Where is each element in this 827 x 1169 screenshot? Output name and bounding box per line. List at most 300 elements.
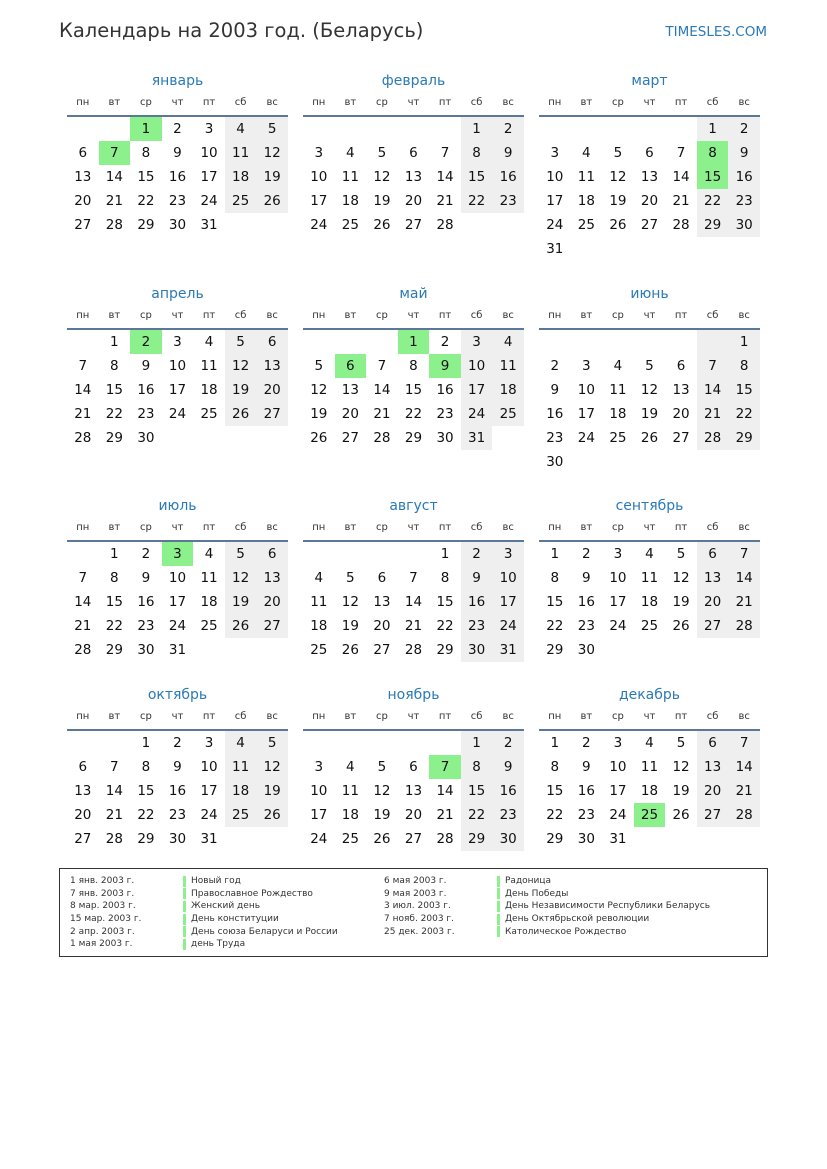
day-cell: 3 [204, 121, 214, 137]
day-cell: 14 [74, 594, 92, 610]
day-cell: 10 [168, 358, 187, 374]
day-cell: 3 [613, 735, 623, 751]
empty-day-cell [335, 117, 367, 141]
month-block [303, 687, 524, 851]
holiday-day-cell: 3 [162, 542, 194, 566]
day-cell: 19 [672, 594, 690, 610]
day-cell: 27 [74, 217, 92, 233]
weekday-label: ср [375, 522, 388, 533]
legend-row [70, 913, 338, 926]
month-block [539, 286, 760, 474]
legend-row [70, 925, 338, 938]
weekday-label: вт [108, 310, 121, 321]
day-cell: 14 [105, 169, 123, 185]
day-cell: 16 [577, 783, 595, 799]
holiday-day-cell: 6 [335, 354, 367, 378]
day-cell: 25 [200, 406, 218, 422]
day-cell: 22 [728, 402, 760, 426]
weekday-header [67, 520, 288, 542]
month-name: октябрь [147, 687, 208, 703]
day-cell: 11 [225, 755, 257, 779]
day-cell: 5 [225, 542, 257, 566]
holiday-day-cell: 7 [429, 755, 461, 779]
day-cell: 7 [697, 354, 729, 378]
day-cell: 20 [697, 590, 729, 614]
day-cell: 28 [74, 430, 92, 446]
weekday-label: вс [502, 522, 514, 533]
weekday-label: сб [470, 310, 483, 321]
day-cell: 14 [697, 378, 729, 402]
day-cell: 18 [341, 807, 359, 823]
weekday-label: чт [171, 310, 184, 321]
day-cell: 10 [310, 169, 328, 185]
day-cell: 15 [461, 779, 493, 803]
day-cell: 19 [640, 406, 659, 422]
day-cell: 12 [672, 759, 690, 775]
weekday-label: пн [76, 522, 90, 533]
legend-holiday-name: Новый год [191, 876, 241, 887]
legend-date: 7 янв. 2003 г. [70, 888, 135, 899]
weekday-label: ср [139, 522, 152, 533]
day-cell: 19 [225, 590, 257, 614]
legend-holiday-name: День союза Беларуси и России [191, 926, 338, 937]
day-cell: 30 [577, 642, 595, 658]
day-cell: 15 [461, 165, 493, 189]
day-cell: 4 [314, 570, 324, 586]
day-cell: 21 [436, 193, 454, 209]
day-cell: 9 [141, 358, 151, 374]
legend-date: 7 нояб. 2003 г. [384, 914, 455, 925]
weekday-label: чт [407, 310, 420, 321]
weekday-label: чт [643, 97, 656, 108]
day-cell: 6 [645, 145, 654, 161]
day-cell: 20 [672, 406, 690, 422]
weekday-label: ср [611, 310, 624, 321]
day-cell: 3 [204, 735, 214, 751]
day-cell: 26 [672, 807, 690, 823]
holiday-marker-icon [497, 876, 500, 887]
day-grid [303, 117, 524, 237]
day-cell: 29 [137, 831, 155, 847]
empty-day-cell [398, 117, 430, 141]
day-cell: 21 [436, 807, 454, 823]
weekday-label: пн [312, 711, 326, 722]
day-grid [539, 330, 760, 474]
legend-holiday-name: Православное Рождество [191, 888, 313, 899]
legend-holiday-name: день Труда [191, 939, 246, 950]
legend-holiday-name: День Победы [505, 888, 569, 899]
day-cell: 23 [728, 189, 760, 213]
day-cell: 19 [256, 779, 288, 803]
day-cell: 8 [110, 570, 119, 586]
day-cell: 11 [200, 570, 218, 586]
day-cell: 30 [728, 213, 760, 237]
day-cell: 19 [256, 165, 288, 189]
day-cell: 31 [168, 642, 187, 658]
day-cell: 16 [577, 594, 595, 610]
weekday-label: пн [548, 310, 562, 321]
empty-day-cell [398, 542, 430, 566]
day-cell: 7 [377, 358, 387, 374]
day-cell: 4 [645, 546, 654, 562]
day-cell: 17 [546, 193, 564, 209]
weekday-label: пт [202, 97, 216, 108]
day-cell: 24 [461, 402, 493, 426]
day-cell: 18 [492, 378, 524, 402]
day-cell: 28 [672, 217, 690, 233]
legend-date: 1 мая 2003 г. [70, 939, 133, 950]
legend-holiday-name: Женский день [191, 901, 261, 912]
day-cell: 4 [492, 330, 524, 354]
weekday-label: чт [643, 310, 656, 321]
holiday-marker-icon [497, 914, 500, 925]
day-cell: 5 [225, 330, 257, 354]
day-cell: 24 [577, 430, 595, 446]
holiday-day-cell: 1 [130, 117, 162, 141]
day-cell: 19 [373, 807, 391, 823]
day-cell: 18 [200, 594, 218, 610]
day-cell: 2 [728, 117, 760, 141]
day-cell: 22 [105, 618, 123, 634]
day-cell: 16 [168, 783, 187, 799]
empty-day-cell [429, 731, 461, 755]
day-cell: 1 [550, 546, 560, 562]
holiday-marker-icon [183, 926, 186, 937]
day-cell: 14 [404, 594, 423, 610]
day-cell: 23 [492, 189, 524, 213]
day-cell: 13 [373, 594, 391, 610]
empty-day-cell [99, 731, 131, 755]
holiday-day-cell: 1 [398, 330, 430, 354]
weekday-label: ср [611, 97, 624, 108]
weekday-label: вт [108, 711, 121, 722]
weekday-label: сб [234, 310, 247, 321]
day-grid [67, 330, 288, 450]
day-cell: 12 [672, 570, 690, 586]
day-cell: 29 [404, 430, 423, 446]
day-cell: 5 [676, 735, 686, 751]
day-grid [67, 731, 288, 851]
day-cell: 13 [672, 382, 690, 398]
day-cell: 29 [105, 430, 123, 446]
month-name: июнь [630, 286, 669, 302]
empty-day-cell [539, 117, 571, 141]
weekday-label: ср [139, 310, 152, 321]
day-cell: 8 [461, 141, 493, 165]
day-cell: 17 [168, 594, 187, 610]
day-cell: 10 [310, 783, 328, 799]
day-cell: 1 [110, 334, 119, 350]
day-cell: 1 [728, 330, 760, 354]
day-cell: 9 [141, 570, 151, 586]
empty-day-cell [67, 117, 99, 141]
empty-day-cell [602, 330, 634, 354]
day-cell: 27 [672, 430, 690, 446]
empty-day-cell [67, 330, 99, 354]
day-grid [67, 542, 288, 662]
day-cell: 16 [728, 165, 760, 189]
empty-day-cell [67, 542, 99, 566]
day-cell: 27 [640, 217, 659, 233]
day-cell: 2 [492, 731, 524, 755]
day-cell: 27 [697, 803, 729, 827]
month-name: август [389, 498, 438, 514]
legend-row [384, 888, 710, 901]
day-cell: 12 [310, 382, 328, 398]
legend-row [384, 925, 710, 938]
day-cell: 10 [461, 354, 493, 378]
weekday-header [303, 95, 524, 117]
day-cell: 12 [225, 354, 257, 378]
day-cell: 16 [168, 169, 187, 185]
day-cell: 10 [577, 382, 595, 398]
month-name: май [399, 286, 428, 302]
weekday-label: пн [548, 97, 562, 108]
weekday-label: вс [738, 97, 750, 108]
weekday-label: пн [312, 310, 326, 321]
day-cell: 21 [728, 779, 760, 803]
weekday-label: сб [470, 97, 483, 108]
day-cell: 17 [200, 169, 218, 185]
month-block [539, 73, 760, 261]
day-cell: 9 [550, 382, 560, 398]
day-grid [303, 731, 524, 851]
day-cell: 30 [168, 217, 187, 233]
day-cell: 30 [436, 430, 454, 446]
day-cell: 25 [200, 618, 218, 634]
weekday-label: пт [438, 97, 452, 108]
day-cell: 22 [137, 193, 155, 209]
day-cell: 24 [492, 614, 524, 638]
day-cell: 13 [74, 783, 92, 799]
day-cell: 4 [645, 735, 654, 751]
day-cell: 12 [609, 169, 627, 185]
day-cell: 25 [609, 430, 627, 446]
day-cell: 23 [461, 614, 493, 638]
brand-link[interactable]: TIMESLES.COM [665, 24, 767, 40]
day-cell: 25 [577, 217, 595, 233]
legend-holiday-name: День конституции [191, 914, 279, 925]
day-cell: 18 [640, 594, 659, 610]
day-cell: 31 [200, 217, 218, 233]
legend-holiday-name: День Независимости Республики Беларусь [505, 901, 711, 912]
legend-holiday-name: Радоница [505, 876, 552, 887]
day-cell: 14 [436, 783, 454, 799]
month-block [67, 498, 288, 662]
day-cell: 12 [225, 566, 257, 590]
day-cell: 21 [74, 618, 92, 634]
day-cell: 27 [341, 430, 359, 446]
day-cell: 24 [310, 831, 328, 847]
month-name: сентябрь [615, 498, 684, 514]
day-cell: 30 [168, 831, 187, 847]
day-cell: 13 [404, 169, 423, 185]
day-cell: 30 [492, 827, 524, 851]
weekday-label: сб [706, 711, 719, 722]
day-cell: 6 [409, 145, 418, 161]
day-cell: 7 [728, 542, 760, 566]
day-cell: 4 [225, 731, 257, 755]
day-cell: 27 [256, 402, 288, 426]
day-cell: 29 [728, 426, 760, 450]
day-cell: 12 [373, 783, 391, 799]
legend-row [384, 913, 710, 926]
day-cell: 17 [609, 594, 627, 610]
day-cell: 22 [697, 189, 729, 213]
day-cell: 10 [609, 570, 627, 586]
weekday-label: пн [76, 711, 90, 722]
day-cell: 15 [137, 783, 155, 799]
day-cell: 17 [461, 378, 493, 402]
month-name: январь [151, 73, 204, 89]
holiday-marker-icon [497, 901, 500, 912]
empty-day-cell [366, 117, 398, 141]
day-cell: 12 [640, 382, 659, 398]
holiday-legend [59, 868, 768, 957]
day-cell: 25 [492, 402, 524, 426]
day-cell: 29 [105, 642, 123, 658]
day-grid [539, 117, 760, 261]
day-cell: 16 [436, 382, 454, 398]
day-cell: 19 [373, 193, 391, 209]
weekday-label: ср [611, 522, 624, 533]
legend-date: 25 дек. 2003 г. [384, 926, 455, 937]
day-cell: 11 [640, 570, 659, 586]
day-cell: 3 [492, 542, 524, 566]
day-cell: 9 [582, 570, 591, 586]
legend-row [70, 875, 338, 888]
weekday-label: сб [706, 310, 719, 321]
day-cell: 24 [609, 807, 627, 823]
month-block [303, 286, 524, 450]
day-cell: 11 [341, 169, 359, 185]
day-cell: 31 [200, 831, 218, 847]
day-cell: 18 [577, 193, 595, 209]
day-cell: 15 [546, 594, 564, 610]
day-cell: 27 [697, 614, 729, 638]
day-cell: 24 [310, 217, 328, 233]
day-cell: 23 [168, 193, 187, 209]
weekday-header [67, 308, 288, 330]
day-cell: 22 [461, 189, 493, 213]
day-cell: 6 [676, 358, 686, 374]
day-cell: 9 [461, 566, 493, 590]
holiday-day-cell: 8 [697, 141, 729, 165]
day-cell: 6 [78, 759, 88, 775]
day-cell: 5 [256, 731, 288, 755]
day-cell: 9 [173, 759, 182, 775]
weekday-label: вс [266, 97, 278, 108]
weekday-label: вт [108, 97, 121, 108]
empty-day-cell [335, 731, 367, 755]
day-cell: 31 [609, 831, 627, 847]
day-cell: 26 [225, 402, 257, 426]
day-cell: 8 [141, 759, 151, 775]
day-cell: 17 [310, 193, 328, 209]
day-cell: 14 [672, 169, 690, 185]
day-cell: 17 [577, 406, 595, 422]
day-cell: 5 [645, 358, 654, 374]
weekday-label: пт [438, 310, 452, 321]
day-cell: 15 [546, 783, 564, 799]
day-cell: 2 [440, 334, 450, 350]
day-cell: 27 [404, 831, 423, 847]
empty-day-cell [303, 542, 335, 566]
day-cell: 9 [173, 145, 182, 161]
weekday-label: вт [580, 522, 593, 533]
day-cell: 13 [697, 566, 729, 590]
empty-day-cell [335, 542, 367, 566]
day-cell: 31 [546, 241, 564, 257]
empty-day-cell [366, 731, 398, 755]
day-cell: 7 [110, 759, 119, 775]
day-cell: 11 [640, 759, 659, 775]
day-cell: 7 [440, 145, 450, 161]
day-cell: 25 [225, 803, 257, 827]
legend-date: 9 мая 2003 г. [384, 888, 447, 899]
day-cell: 20 [697, 779, 729, 803]
empty-day-cell [398, 731, 430, 755]
day-cell: 28 [697, 426, 729, 450]
legend-date: 8 мар. 2003 г. [70, 901, 136, 912]
day-cell: 2 [173, 121, 182, 137]
day-cell: 22 [546, 807, 564, 823]
legend-row [70, 900, 338, 913]
day-cell: 21 [728, 590, 760, 614]
day-cell: 23 [137, 618, 155, 634]
weekday-label: пт [438, 522, 452, 533]
month-block [303, 73, 524, 237]
day-cell: 11 [310, 594, 328, 610]
holiday-marker-icon [497, 926, 500, 937]
day-cell: 10 [609, 759, 627, 775]
day-cell: 15 [436, 594, 454, 610]
day-cell: 15 [105, 594, 123, 610]
day-cell: 6 [78, 145, 88, 161]
day-cell: 22 [105, 406, 123, 422]
weekday-label: чт [171, 522, 184, 533]
day-cell: 2 [550, 358, 560, 374]
month-block [539, 687, 760, 851]
day-cell: 28 [404, 642, 423, 658]
day-cell: 22 [436, 618, 454, 634]
weekday-header [303, 520, 524, 542]
weekday-header [539, 709, 760, 731]
day-cell: 28 [728, 803, 760, 827]
day-cell: 26 [256, 803, 288, 827]
day-cell: 20 [404, 193, 423, 209]
weekday-label: вс [502, 97, 514, 108]
weekday-label: пн [548, 711, 562, 722]
day-cell: 13 [256, 354, 288, 378]
month-block [67, 687, 288, 851]
day-cell: 7 [409, 570, 418, 586]
holiday-marker-icon [183, 901, 186, 912]
weekday-label: ср [375, 310, 388, 321]
day-cell: 13 [640, 169, 659, 185]
day-cell: 26 [225, 614, 257, 638]
weekday-label: вт [108, 522, 121, 533]
weekday-label: вт [580, 97, 593, 108]
empty-day-cell [99, 117, 131, 141]
day-cell: 28 [74, 642, 92, 658]
day-cell: 16 [546, 406, 564, 422]
day-cell: 30 [137, 642, 155, 658]
day-cell: 1 [697, 117, 729, 141]
day-cell: 17 [200, 783, 218, 799]
day-cell: 19 [609, 193, 627, 209]
month-name: декабрь [618, 687, 681, 703]
